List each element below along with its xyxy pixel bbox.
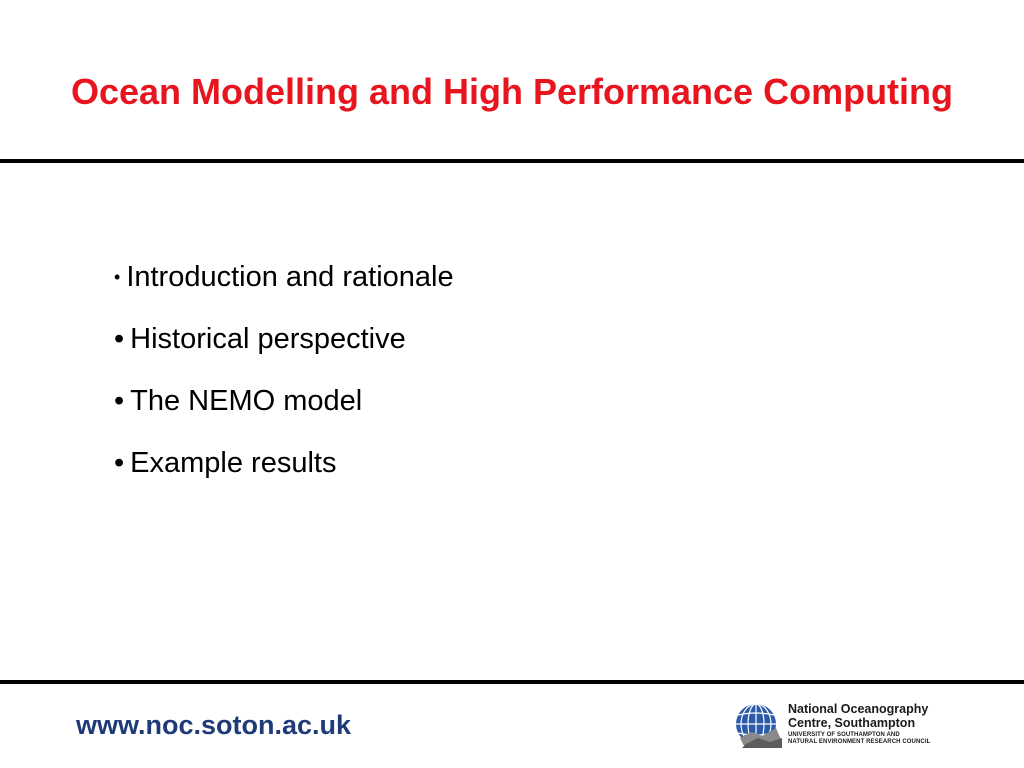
bottom-divider xyxy=(0,680,1024,684)
bullet-dot: • xyxy=(114,323,125,355)
bullet-dot: • xyxy=(114,447,125,479)
slide-title: Ocean Modelling and High Performance Computing xyxy=(70,71,954,112)
bullet-text: Introduction and rationale xyxy=(126,261,454,293)
bullet-item xyxy=(114,252,454,314)
globe-logo-icon xyxy=(732,698,784,750)
bullet-item xyxy=(114,314,454,376)
bullet-dot: • xyxy=(114,385,125,417)
website-url: www.noc.soton.ac.uk xyxy=(76,710,352,740)
noc-logo xyxy=(732,698,972,750)
bullet-dot: • xyxy=(114,267,121,287)
logo-text xyxy=(788,702,930,746)
logo-title-line1: National Oceanography xyxy=(788,702,929,716)
logo-title-line2: Centre, Southampton xyxy=(788,716,916,730)
top-divider xyxy=(0,159,1024,163)
logo-subtitle-line2: NATURAL ENVIRONMENT RESEARCH COUNCIL xyxy=(788,739,931,745)
bullet-text: The NEMO model xyxy=(130,385,363,417)
bullet-item xyxy=(114,376,454,438)
bullet-item xyxy=(114,438,454,500)
bullet-list xyxy=(114,252,454,500)
bullet-text: Historical perspective xyxy=(130,323,406,355)
logo-subtitle-line1: UNIVERSITY OF SOUTHAMPTON AND xyxy=(788,732,900,738)
bullet-text: Example results xyxy=(130,447,337,479)
